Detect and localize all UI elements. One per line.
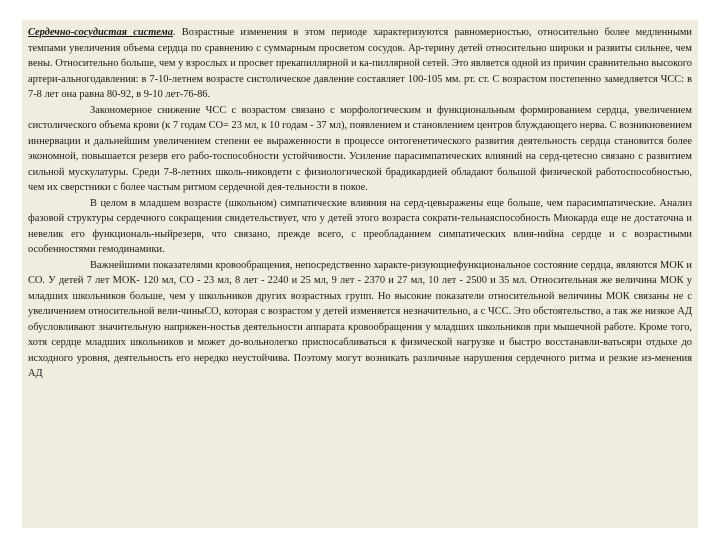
paragraph-3: В целом в младшем возрасте (школьном) симпатические влияния на серд-цевыражены еще больше, чем парасимпатические. Анализ фазовой структуры сердечного сокращения свидетельствует, что у детей этого возраста сократи-тельнаяспособность Миокарда еще не достаточна и невелик его функциональ-ныйрезерв, что связано, прежде всего, с преобладанием симпатических влия-нийна сердце и с возрастными особенностями гемодинамики. xyxy=(28,197,692,255)
lead-term: Сердечно-сосудистая система xyxy=(28,27,173,38)
paragraph-2: Закономерное снижение ЧСС с возрастом связано с морфологическим и функциональным формированием сердца, увеличением систолического объема крови (к 7 годам СО= 23 мл, к 10 годам - 37 мл), появлением и становлением центров блуждающего нерва. С возникновением иннервации и дальнейшим увеличением степени ее выраженности в процессе онтогенетического развития деятельность сердца становится более экономной, повышается резерв его рабо-тоспособности устойчивости. Усиление парасимпатических влияний на серд-цетесно связано с развитием сильной мускулатуры. Среди 7-8-летних школь-никовдети с физиологической брадикардией обладают большой физической работоспособностью, чем их сверстники с более частым ритмом сердечной дея-тельности в покое. xyxy=(28,104,692,193)
document-body xyxy=(28,25,692,382)
document-page xyxy=(22,20,698,528)
paragraph-1 xyxy=(28,25,692,103)
paragraph-4: Важнейшими показателями кровообращения, непосредственно характе-ризующиефункциональное состояние сердца, являются МОК и СО. У детей 7 лет МОК- 120 мл, СО - 23 мл, 8 лет - 2240 и 25 мл, 9 лет - 2370 и 27 мл, 10 лет - 2500 и 35 мл. Относительная же величина МОК у младших школьников больше, чем у школьников других возрастных групп. Но высокие показатели относительной величины МОК связаны не с увеличением относительной вели-чиныСО, которая с возрастом у детей изменяется незначительно, а с ЧСС. Это обстоятельство, а так же низкое АД обусловливают значительную напряжен-ностьв деятельности аппарата кровообращения у младших школьников при мышечной работе. Кроме того, хотя сердце младших школьников и может до-вольнолегко приспосабливаться к физической нагрузке и быстро восстанавли-ватьсяри отдыхе до исходного уровня, деятельность его нередко неустойчива. Поэтому могут возникать различные нарушения сердечного ритма и резкие из-менения АД xyxy=(28,259,692,379)
paragraph-1-text: . Возрастные изменения в этом периоде характеризуются равномерностью, относительно более медленными темпами увеличения объема сердца по сравнению с суммарным просветом сосудов. Ар-терину детей относительно широки и развиты сильнее, чем вены. Относительно больше, чем у взрослых и просвет прекапиллярной и ка-пиллярной сетей. Это является одной из причин сравнительно высокого артери-альногодавления: в 7-10-летнем возрасте систолическое давление составляет 100-105 мм. рт. ст. С возрастом постепенно замедляется ЧСС: в 7-8 лет она равна 80-92, в 9-10 лет-76-86. xyxy=(28,27,692,100)
